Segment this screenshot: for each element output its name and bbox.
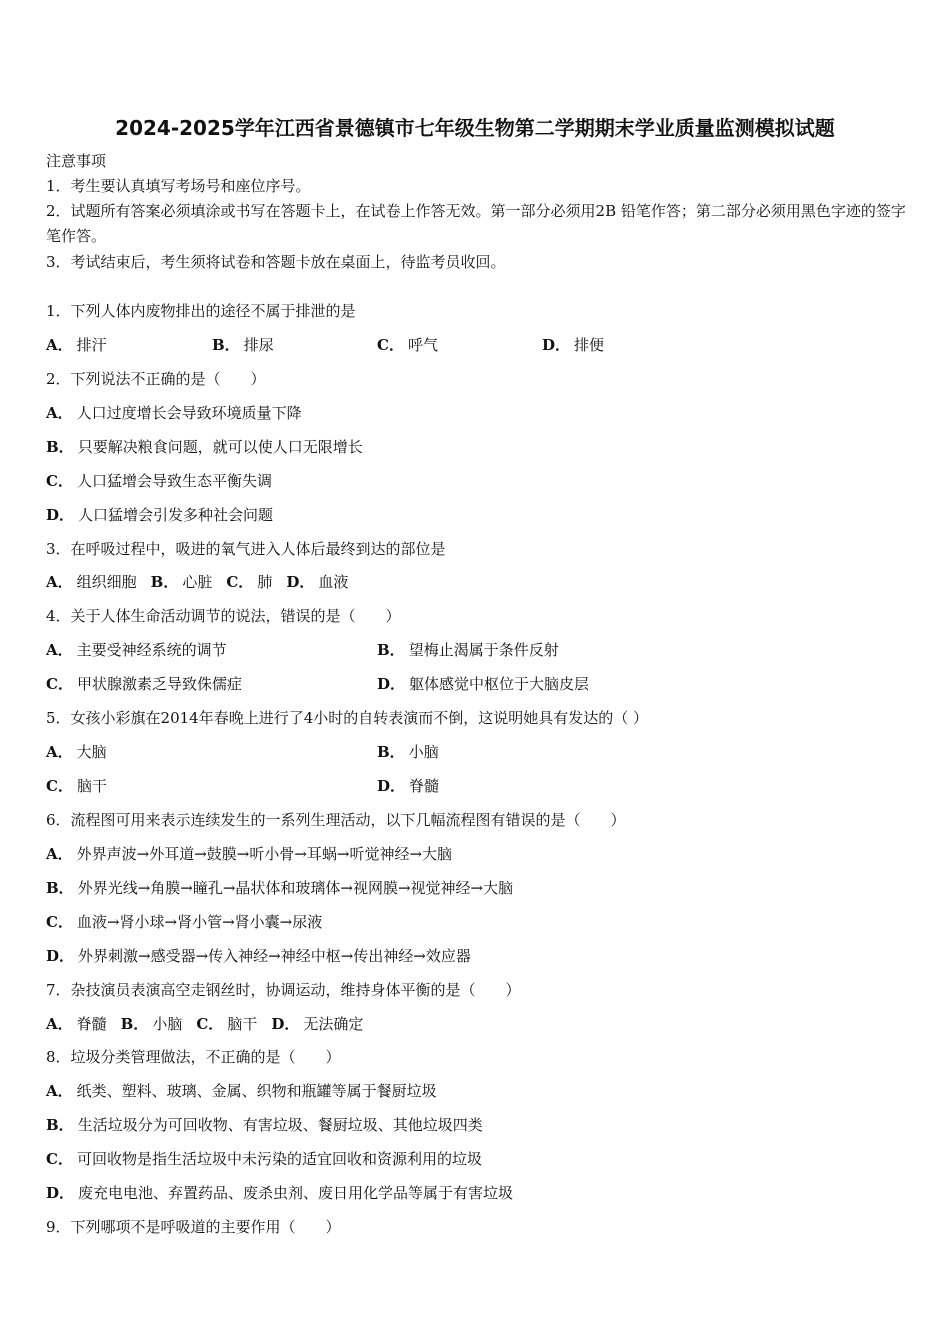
option-text: 组织细胞	[76, 573, 137, 591]
option-label: C．	[196, 1015, 224, 1033]
question-6-option-c	[46, 913, 322, 931]
option-label: D．	[286, 573, 315, 591]
question-5-stem: 5．女孩小彩旗在2014年春晚上进行了4小时的自转表演而不倒，这说明她具有发达的（ ）	[46, 709, 649, 727]
option-label: B．	[377, 743, 405, 761]
option-label: A．	[46, 1082, 73, 1100]
question-1-option-c	[377, 336, 438, 354]
option-text: 人口过度增长会导致环境质量下降	[76, 404, 302, 422]
option-text: 血液→肾小球→肾小管→肾小囊→尿液	[76, 913, 323, 931]
option-text: 排尿	[243, 336, 274, 354]
option-text: 脊髓	[409, 777, 440, 795]
option-text: 人口猛增会导致生态平衡失调	[76, 472, 272, 490]
option-text: 无法确定	[303, 1015, 364, 1033]
option-text: 外界声波→外耳道→鼓膜→听小骨→耳蜗→听觉神经→大脑	[76, 845, 453, 863]
question-2-option-d	[46, 506, 273, 524]
question-5-option-b	[377, 743, 439, 761]
question-6-option-b	[46, 879, 513, 897]
option-text: 废充电电池、弃置药品、废杀虫剂、废日用化学品等属于有害垃圾	[78, 1184, 514, 1202]
option-text: 纸类、塑料、玻璃、金属、织物和瓶罐等属于餐厨垃圾	[76, 1082, 437, 1100]
option-label: A．	[46, 404, 73, 422]
notice-item-3: 3．考试结束后，考生须将试卷和答题卡放在桌面上，待监考员收回。	[46, 253, 506, 271]
option-label: A．	[46, 845, 73, 863]
question-4-stem: 4．关于人体生命活动调节的说法，错误的是（ ）	[46, 607, 401, 625]
option-label: A．	[46, 1015, 73, 1033]
question-8-option-d	[46, 1184, 513, 1202]
question-3-stem: 3．在呼吸过程中，吸进的氧气进入人体后最终到达的部位是	[46, 540, 446, 558]
option-text: 脊髓	[76, 1015, 107, 1033]
question-5-option-a	[46, 743, 107, 761]
option-label: D．	[46, 947, 75, 965]
option-text: 外界刺激→感受器→传入神经→神经中枢→传出神经→效应器	[78, 947, 471, 965]
option-label: D．	[377, 777, 406, 795]
option-label: C．	[46, 675, 73, 693]
question-5-option-d	[377, 777, 439, 795]
option-label: C．	[46, 1150, 73, 1168]
question-4-option-b	[377, 641, 559, 659]
option-label: B．	[120, 1015, 149, 1033]
option-text: 甲状腺激素乏导致侏儒症	[76, 675, 242, 693]
option-text: 可回收物是指生活垃圾中未污染的适宜回收和资源利用的垃圾	[76, 1150, 482, 1168]
option-label: A．	[46, 743, 73, 761]
question-3-option-b	[151, 573, 213, 591]
option-label: D．	[46, 1184, 75, 1202]
page-title: 2024-2025学年江西省景德镇市七年级生物第二学期期末学业质量监测模拟试题	[115, 116, 835, 140]
question-1-stem: 1．下列人体内废物排出的途径不属于排泄的是	[46, 302, 356, 320]
question-1-option-a	[46, 336, 107, 354]
question-9-stem: 9．下列哪项不是呼吸道的主要作用（ ）	[46, 1218, 341, 1236]
option-text: 躯体感觉中枢位于大脑皮层	[409, 675, 590, 693]
question-7-stem: 7．杂技演员表演高空走钢丝时，协调运动，维持身体平衡的是（ ）	[46, 981, 521, 999]
question-1-option-d	[542, 336, 604, 354]
question-8-option-b	[46, 1116, 483, 1134]
question-2-option-a	[46, 404, 302, 422]
option-text: 生活垃圾分为可回收物、有害垃圾、餐厨垃圾、其他垃圾四类	[77, 1116, 483, 1134]
option-label: A．	[46, 573, 73, 591]
option-label: B．	[46, 438, 74, 456]
question-8-option-a	[46, 1082, 437, 1100]
option-text: 外界光线→角膜→瞳孔→晶状体和玻璃体→视网膜→视觉神经→大脑	[77, 879, 514, 897]
question-3-option-c	[226, 573, 272, 591]
question-4-option-c	[46, 675, 242, 693]
question-6-stem: 6．流程图可用来表示连续发生的一系列生理活动，以下几幅流程图有错误的是（ ）	[46, 811, 626, 829]
option-text: 人口猛增会引发多种社会问题	[78, 506, 274, 524]
option-text: 心脏	[182, 573, 213, 591]
question-4-option-a	[46, 641, 227, 659]
option-text: 脑干	[227, 1015, 258, 1033]
option-label: A．	[46, 336, 73, 354]
question-6-option-d	[46, 947, 471, 965]
option-label: D．	[271, 1015, 300, 1033]
option-text: 小脑	[152, 1015, 183, 1033]
option-label: C．	[46, 472, 73, 490]
option-text: 主要受神经系统的调节	[76, 641, 227, 659]
option-label: A．	[46, 641, 73, 659]
notice-item-1: 1．考生要认真填写考场号和座位序号。	[46, 177, 311, 195]
option-text: 排汗	[76, 336, 107, 354]
question-4-option-d	[377, 675, 589, 693]
option-text: 脑干	[76, 777, 107, 795]
question-7-option-b	[121, 1015, 183, 1033]
option-label: C．	[377, 336, 404, 354]
option-label: B．	[150, 573, 179, 591]
question-3-option-d	[286, 573, 348, 591]
question-5-option-c	[46, 777, 107, 795]
option-text: 只要解决粮食问题，就可以使人口无限增长	[77, 438, 363, 456]
option-label: B．	[212, 336, 240, 354]
option-label: B．	[46, 879, 74, 897]
question-3-option-a	[46, 573, 137, 591]
question-8-stem: 8．垃圾分类管理做法，不正确的是（ ）	[46, 1048, 341, 1066]
question-7-option-a	[46, 1015, 107, 1033]
question-2-stem: 2．下列说法不正确的是（ ）	[46, 370, 266, 388]
option-label: B．	[46, 1116, 74, 1134]
option-label: C．	[226, 573, 254, 591]
question-1-option-b	[212, 336, 274, 354]
notice-item-2: 2．试题所有答案必须填涂或书写在答题卡上，在试卷上作答无效。第一部分必须用2B 铅笔作答；第二部分必须用黑色字迹的签字笔作答。	[46, 202, 906, 245]
option-label: D．	[542, 336, 571, 354]
question-7-option-c	[196, 1015, 257, 1033]
question-7-option-d	[271, 1015, 363, 1033]
option-label: B．	[377, 641, 405, 659]
question-2-option-b	[46, 438, 363, 456]
option-text: 望梅止渴属于条件反射	[408, 641, 559, 659]
option-text: 大脑	[76, 743, 107, 761]
option-label: C．	[46, 913, 73, 931]
option-text: 呼气	[407, 336, 438, 354]
question-8-option-c	[46, 1150, 482, 1168]
option-text: 排便	[574, 336, 605, 354]
option-text: 血液	[318, 573, 349, 591]
option-text: 小脑	[408, 743, 439, 761]
option-label: D．	[46, 506, 75, 524]
question-3-options	[46, 573, 362, 591]
question-7-options	[46, 1015, 377, 1033]
notice-heading: 注意事项	[46, 152, 107, 170]
option-label: D．	[377, 675, 406, 693]
option-text: 肺	[257, 573, 273, 591]
question-6-option-a	[46, 845, 452, 863]
question-2-option-c	[46, 472, 272, 490]
option-label: C．	[46, 777, 73, 795]
